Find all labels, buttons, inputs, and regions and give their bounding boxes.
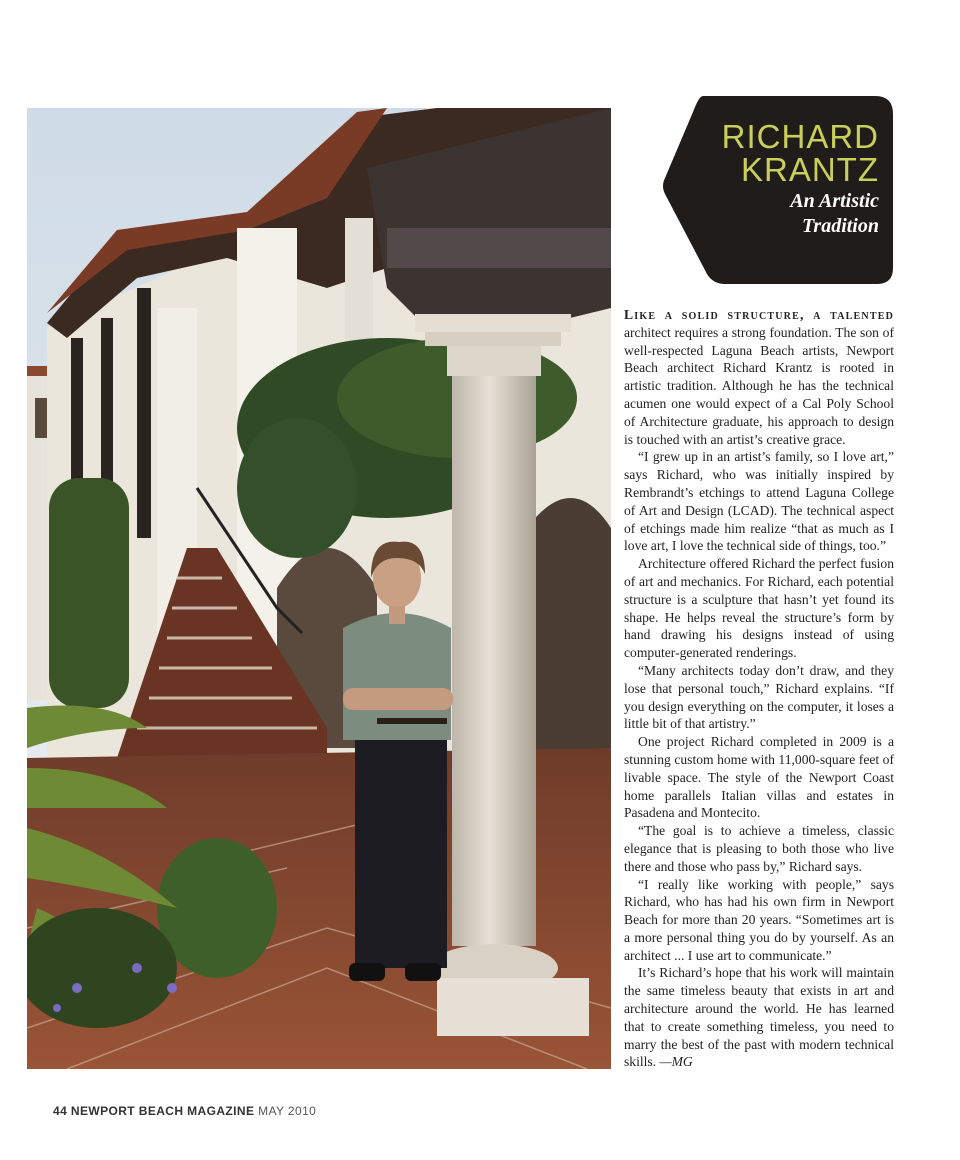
lead-in: Like a solid structure, a talented	[624, 307, 894, 322]
article-paragraph: “I really like working with people,” says Richard, who has had his own firm in Newport Beach for more than 20 years. “Sometimes art is a more personal thing you do by yourself. As an architect ... I use art to communicate.”	[624, 876, 894, 963]
article-paragraph: One project Richard completed in 2009 is a stunning custom home with 11,000-square feet of livable space. The style of the Newport Coast home parallels Italian villas and estates in Pasadena and Montecito.	[624, 734, 894, 821]
subtitle-line-2: Tradition	[801, 215, 879, 237]
article-paragraph: “I grew up in an artist’s family, so I love art,” says Richard, who was initially inspired by Rembrandt’s etchings to attend Laguna College of Art and Design (LCAD). The technical aspect of etchings made him realize “that as much as I love art, I love the technical side of things, too.”	[624, 449, 894, 554]
title-text	[722, 120, 879, 239]
page-number: 44	[53, 1104, 68, 1118]
subtitle	[722, 189, 879, 239]
article-paragraph: Architecture offered Richard the perfect fusion of art and mechanics. For Richard, each potential structure is a sculpture that hasn’t yet found its shape. He helps reveal the structure’s form by hand drawing his designs instead of using computer-generated renderings.	[624, 556, 894, 661]
architect-portrait-illustration	[27, 108, 611, 1069]
paragraph-text: architect requires a strong foundation. The son of well-respected Laguna Beach artists, Newport Beach architect Richard Krantz is rooted in artistic tradition. Although he has the technical acumen one would expect of a Cal Poly School of Architecture graduate, his approach to design is touched with an artist’s creative grace.	[624, 324, 894, 447]
subtitle-line-1: An Artistic	[790, 190, 879, 212]
issue-date: MAY 2010	[258, 1104, 317, 1118]
headline-first-name: RICHARD	[721, 118, 879, 155]
author-signature: —MG	[656, 1054, 693, 1070]
feature-photo	[27, 108, 611, 1069]
article-body	[624, 306, 894, 1071]
page-footer	[53, 1104, 316, 1118]
article-paragraph	[624, 306, 894, 448]
paragraph-text: It’s Richard’s hope that his work will maintain the same timeless beauty that exists in art and architecture around the world. He has learned that to create something timeless, you need to marry the best of the past with modern technical skills.	[624, 965, 894, 1070]
article-paragraph: “Many architects today don’t draw, and they lose that personal touch,” Richard explains. “If you design everything on the computer, it loses a little bit of that artistry.”	[624, 662, 894, 732]
article-paragraph	[624, 964, 894, 1071]
magazine-name: NEWPORT BEACH MAGAZINE	[70, 1104, 255, 1118]
title-card	[663, 96, 893, 284]
headline-last-name: KRANTZ	[741, 151, 879, 188]
article-paragraph: “The goal is to achieve a timeless, classic elegance that is pleasing to both those who live there and those who pass by,” Richard says.	[624, 823, 894, 874]
